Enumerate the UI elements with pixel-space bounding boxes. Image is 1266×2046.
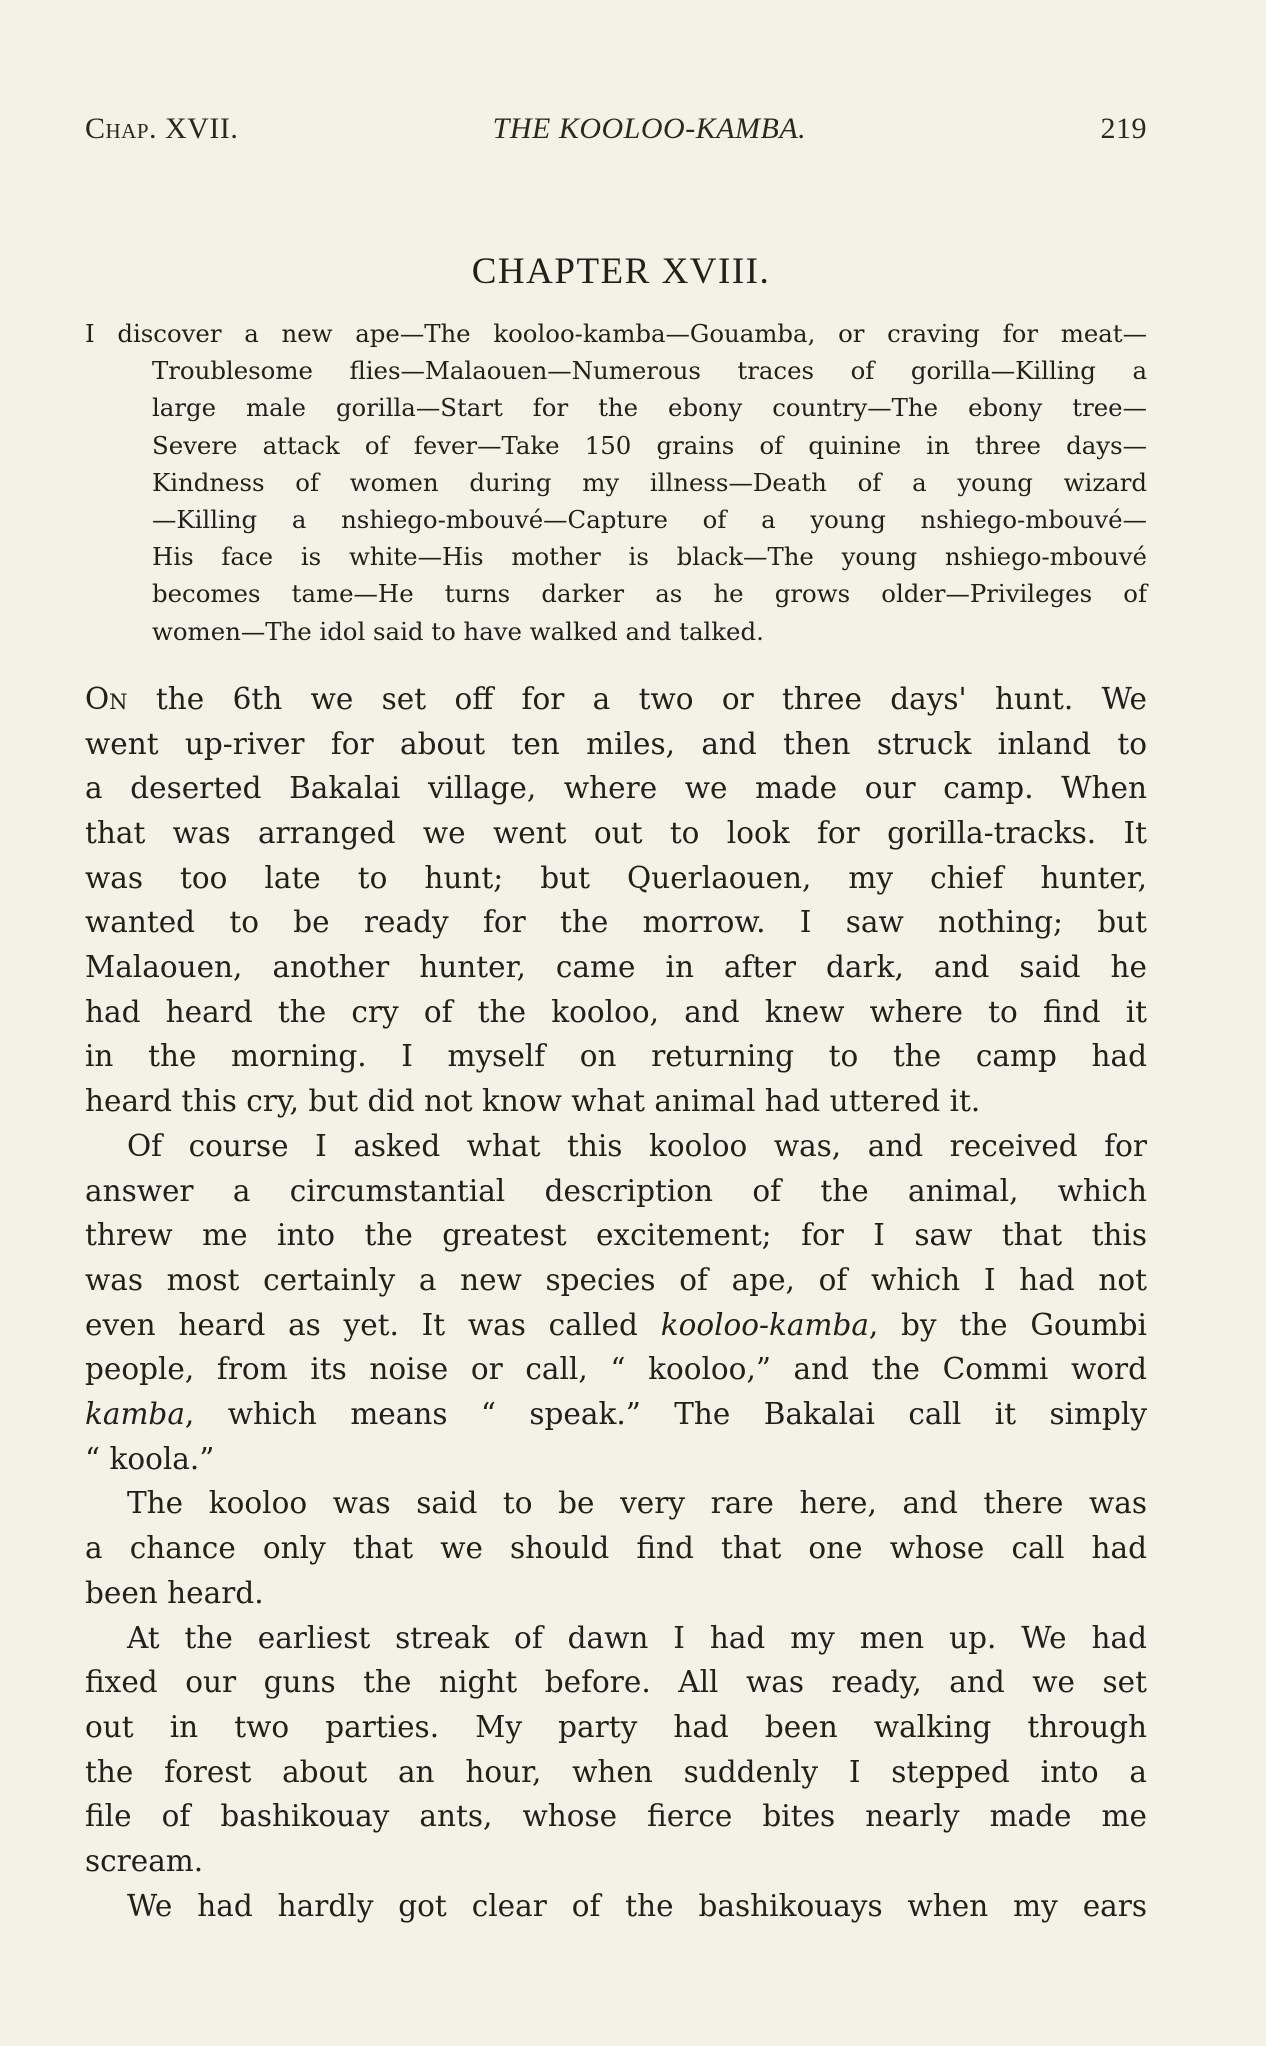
synopsis-line: Kindness of women during my illness—Death of a young wizard	[152, 467, 1147, 497]
synopsis-line: becomes tame—He turns darker as he grows older—Privileges of	[152, 579, 1147, 609]
chapter-heading: CHAPTER XVIII.	[471, 251, 771, 292]
paragraph-line: “ koola.”	[85, 1441, 215, 1476]
paragraph-line: was too late to hunt; but Querlaouen, my chief hunter,	[85, 860, 1147, 895]
synopsis-line: Severe attack of fever—Take 150 grains of quinine in three days—	[152, 430, 1147, 460]
running-header	[85, 112, 1147, 146]
paragraph-line: went up-river for about ten miles, and then struck inland to	[85, 726, 1147, 761]
synopsis-line: women—The idol said to have walked and talked.	[152, 616, 764, 646]
synopsis-line: Troublesome flies—Malaouen—Numerous traces of gorilla—Killing a	[152, 356, 1147, 386]
synopsis-line: I discover a new ape—The kooloo-kamba—Gouamba, or craving for meat—	[85, 319, 1147, 348]
paragraph-line: We had hardly got clear of the bashikouays when my ears	[127, 1888, 1147, 1923]
italic-term: kamba	[85, 1397, 185, 1432]
paragraph-line: that was arranged we went out to look for gorilla-tracks. It	[85, 815, 1147, 850]
paragraph-line: had heard the cry of the kooloo, and knew where to find it	[85, 994, 1147, 1029]
paragraph-line: wanted to be ready for the morrow. I saw nothing; but	[85, 905, 1147, 940]
paragraph-line: Of course I asked what this kooloo was, and received for	[127, 1128, 1147, 1163]
paragraph-line: was most certainly a new species of ape, of which I had not	[85, 1262, 1147, 1297]
chapter-reference: Chap. XVII.	[85, 112, 239, 145]
paragraph-line: been heard.	[85, 1575, 264, 1610]
line-text: , which means “ speak.” The Bakalai call it simply	[184, 1397, 1147, 1432]
paragraph-line: people, from its noise or call, “ kooloo,” and the Commi word	[85, 1352, 1147, 1387]
paragraph-line: a chance only that we should find that one whose call had	[85, 1531, 1147, 1566]
paragraph-line: Malaouen, another hunter, came in after dark, and said he	[85, 950, 1147, 985]
italic-term: kooloo-kamba	[660, 1307, 869, 1342]
paragraph-line: the forest about an hour, when suddenly I stepped into a	[85, 1754, 1147, 1789]
opening-word: On	[85, 681, 128, 716]
synopsis-line: —Killing a nshiego-mbouvé—Capture of a young nshiego-mbouvé—	[152, 505, 1147, 535]
paragraph-line: The kooloo was said to be very rare here, and there was	[127, 1486, 1147, 1521]
line-text: the 6th we set off for a two or three days' hunt. We	[127, 681, 1147, 716]
paragraph-line: file of bashikouay ants, whose fierce bites nearly made me	[85, 1799, 1147, 1834]
paragraph-line: fixed our guns the night before. All was ready, and we set	[85, 1665, 1147, 1700]
paragraph-line: scream.	[85, 1844, 204, 1879]
synopsis-line: large male gorilla—Start for the ebony country—The ebony tree—	[152, 393, 1147, 423]
paragraph-line: At the earliest streak of dawn I had my men up. We had	[127, 1620, 1147, 1655]
paragraph-line	[85, 677, 1147, 722]
line-text: , by the Goumbi	[868, 1307, 1147, 1342]
line-text: even heard as yet. It was called	[85, 1307, 661, 1342]
running-title: THE KOOLOO-KAMBA.	[492, 112, 807, 145]
body-text	[85, 677, 1147, 1929]
book-page	[85, 112, 1147, 1929]
paragraph-line: a deserted Bakalai village, where we made our camp. When	[85, 771, 1147, 806]
paragraph-line: answer a circumstantial description of the animal, which	[85, 1173, 1147, 1208]
page-number: 219	[1100, 112, 1147, 145]
paragraph-line	[85, 1303, 1147, 1348]
synopsis-line: His face is white—His mother is black—The young nshiego-mbouvé	[152, 542, 1147, 572]
paragraph-line: in the morning. I myself on returning to the camp had	[85, 1039, 1147, 1074]
chapter-synopsis	[85, 315, 1147, 650]
paragraph-line: out in two parties. My party had been walking through	[85, 1710, 1147, 1744]
paragraph-line: threw me into the greatest excitement; for I saw that this	[85, 1218, 1147, 1253]
paragraph-line: heard this cry, but did not know what animal had uttered it.	[85, 1084, 981, 1119]
paragraph-line	[85, 1392, 1147, 1437]
